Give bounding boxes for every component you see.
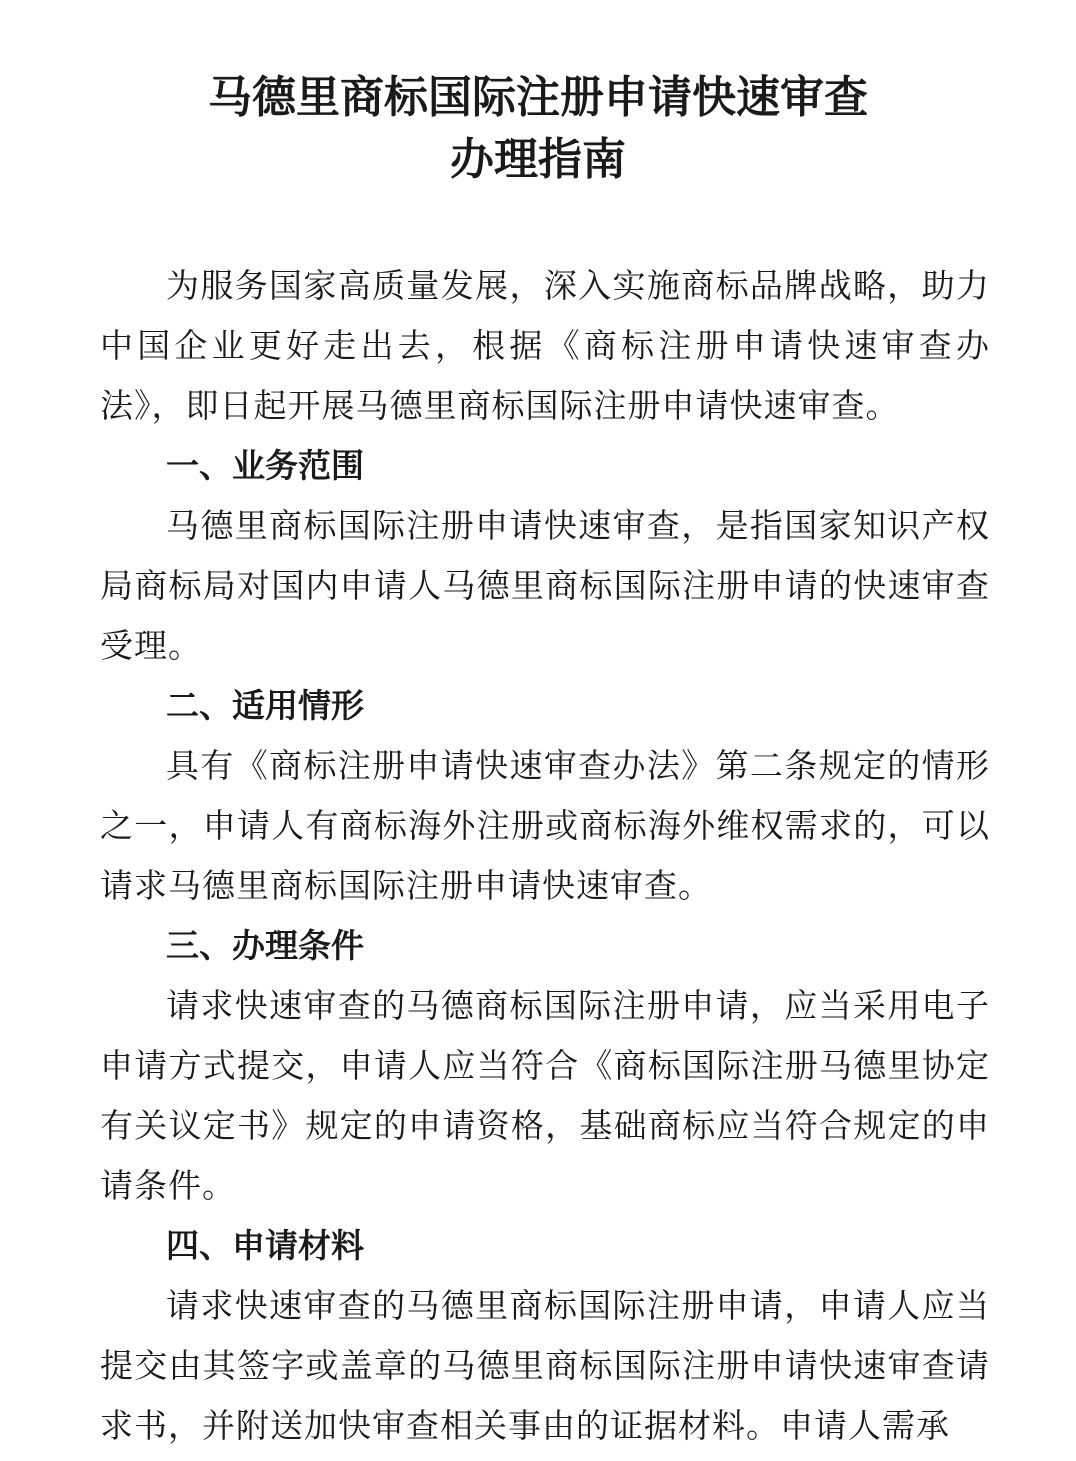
document-title-line-2: 办理指南 xyxy=(450,134,626,185)
section-heading-conditions: 三、办理条件 xyxy=(166,926,364,965)
section-text-applicable-cases: 具有《商标注册申请快速审查办法》第二条规定的情形之一，申请人有商标海外注册或商标海外维权需求的，可以请求马德里商标国际注册申请快速审查。 xyxy=(100,746,990,905)
section-text-scope: 马德里商标国际注册申请快速审查，是指国家知识产权局商标局对国内申请人马德里商标国际注册申请的快速审查受理。 xyxy=(100,506,990,665)
section-heading-scope: 一、业务范围 xyxy=(166,446,364,485)
section-heading-applicable-cases: 二、适用情形 xyxy=(166,686,364,725)
intro-paragraph: 为服务国家高质量发展，深入实施商标品牌战略，助力中国企业更好走出去，根据《商标注册申请快速审查办法》，即日起开展马德里商标国际注册申请快速审查。 xyxy=(100,266,990,425)
section-text-conditions: 请求快速审查的马德商标国际注册申请，应当采用电子申请方式提交，申请人应当符合《商标国际注册马德里协定有关议定书》规定的申请资格，基础商标应当符合规定的申请条件。 xyxy=(100,986,990,1205)
document-title-line-1: 马德里商标国际注册申请快速审查 xyxy=(208,72,868,123)
section-text-materials: 请求快速审查的马德里商标国际注册申请，申请人应当提交由其签字或盖章的马德里商标国际注册申请快速审查请求书，并附送加快审查相关事由的证据材料。申请人需承 xyxy=(100,1286,990,1445)
document-body xyxy=(100,256,990,1456)
section-heading-materials: 四、申请材料 xyxy=(166,1226,364,1265)
